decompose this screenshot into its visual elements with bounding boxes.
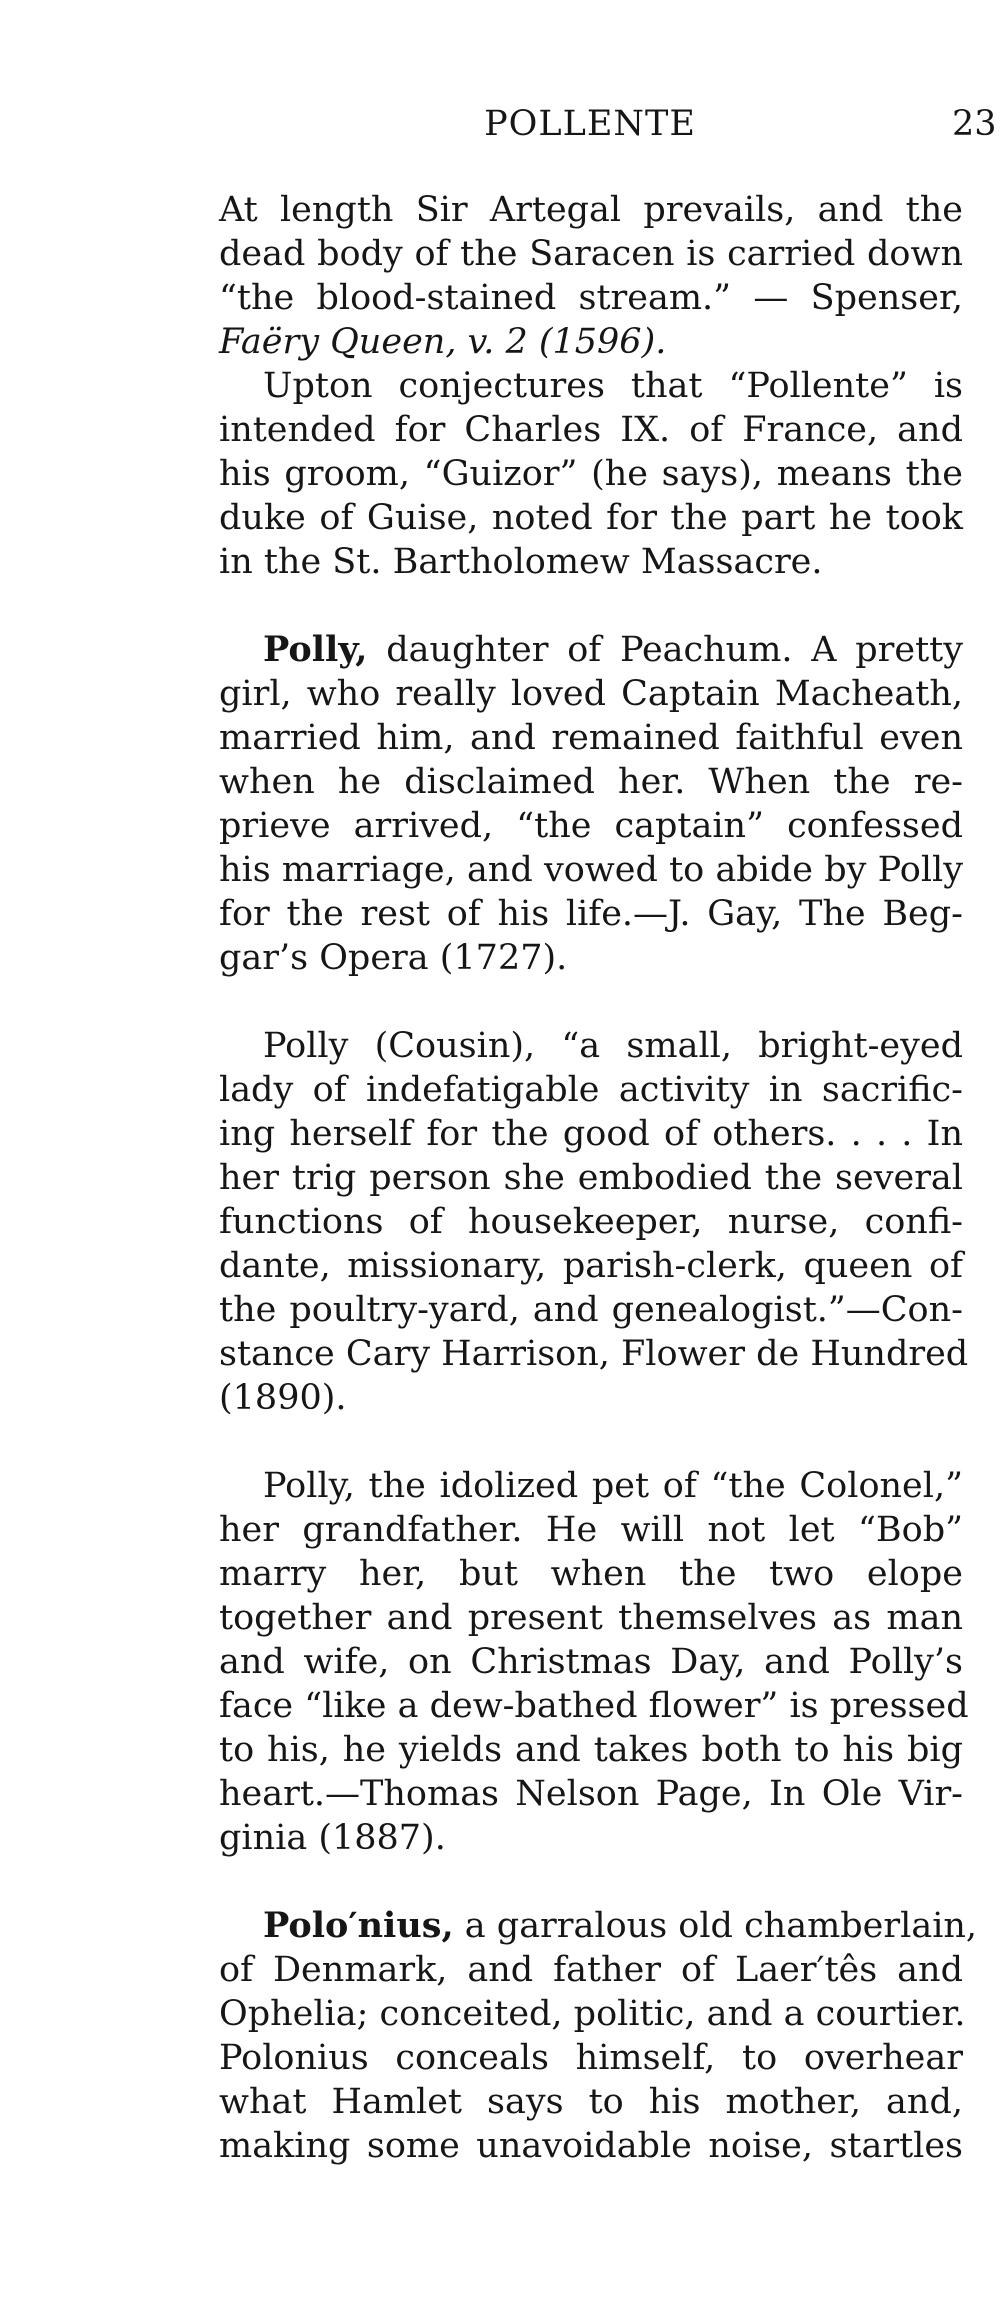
text-line [219,320,963,364]
text-line: lady of indefatigable activity in sacrific- [219,1070,963,1110]
work-title: Faëry Queen, v. 2 (1596). [219,322,667,362]
text-line: duke of Guise, noted for the part he took [219,498,963,538]
text-line: marry her, but when the two elope [219,1554,963,1594]
entry-heading-text: daughter of Peachum. A pretty [367,630,963,670]
text-line: when he disclaimed her. When the re- [219,762,963,802]
text-line: intended for Charles IX. of France, and [219,410,963,450]
running-head-title: POLLENTE [484,104,696,144]
text-line: what Hamlet says to his mother, and, [219,2082,963,2122]
text-line: (1890). [219,1378,347,1418]
text-line: together and present themselves as man [219,1598,963,1638]
text-line: Ophelia; conceited, politic, and a courtier. [219,1994,966,2034]
text-line: ing herself for the good of others. . . . In [219,1114,963,1154]
text-line: prieve arrived, “the captain” confessed [219,806,963,846]
text-line: his marriage, and vowed to abide by Polly [219,850,963,890]
text-line: her grandfather. He will not let “Bob” [219,1510,963,1550]
text-line: functions of housekeeper, nurse, confi- [219,1202,963,1242]
entry-heading-line [219,1904,978,1948]
text-line: in the St. Bartholomew Massacre. [219,542,823,582]
entry-heading-line: Polly (Cousin), “a small, bright-eyed [263,1026,963,1066]
entry-heading-line [219,628,963,672]
text-line: stance Cary Harrison, Flower de Hundred [219,1334,969,1374]
text-line: of Denmark, and father of Laer′tês and [219,1950,963,1990]
entry-headword: Polly, [263,629,368,670]
text-line: the poultry-yard, and genealogist.”—Con- [219,1290,963,1330]
text-line: his groom, “Guizor” (he says), means the [219,454,963,494]
text-line: her trig person she embodied the several [219,1158,963,1198]
text-line: ginia (1887). [219,1818,446,1858]
entry-headword: Polo′nius, [263,1905,454,1946]
text-line: and wife, on Christmas Day, and Polly’s [219,1642,963,1682]
page-number: 23 [952,104,997,144]
text-line: to his, he yields and takes both to his big [219,1730,963,1770]
text-line: Polonius conceals himself, to overhear [219,2038,963,2078]
text-line: girl, who really loved Captain Macheath, [219,674,963,714]
text-line: married him, and remained faithful even [219,718,963,758]
text-line: At length Sir Artegal prevails, and the [219,190,963,230]
text-line: “the blood-stained stream.” — Spenser, [219,278,963,318]
text-line: Upton conjectures that “Pollente” is [263,366,963,406]
text-line: making some unavoidable noise, startles [219,2126,963,2166]
text-line: dante, missionary, parish-clerk, queen of [219,1246,963,1286]
text-line: gar’s Opera (1727). [219,938,568,978]
text-line: face “like a dew-bathed flower” is pressed [219,1686,969,1726]
text-line: heart.—Thomas Nelson Page, In Ole Vir- [219,1774,963,1814]
text-line: for the rest of his life.—J. Gay, The Beg- [219,894,963,934]
entry-heading-text: a garralous old chamberlain, [453,1906,978,1946]
entry-heading-line: Polly, the idolized pet of “the Colonel,” [263,1466,963,1506]
text-line: dead body of the Saracen is carried down [219,234,963,274]
